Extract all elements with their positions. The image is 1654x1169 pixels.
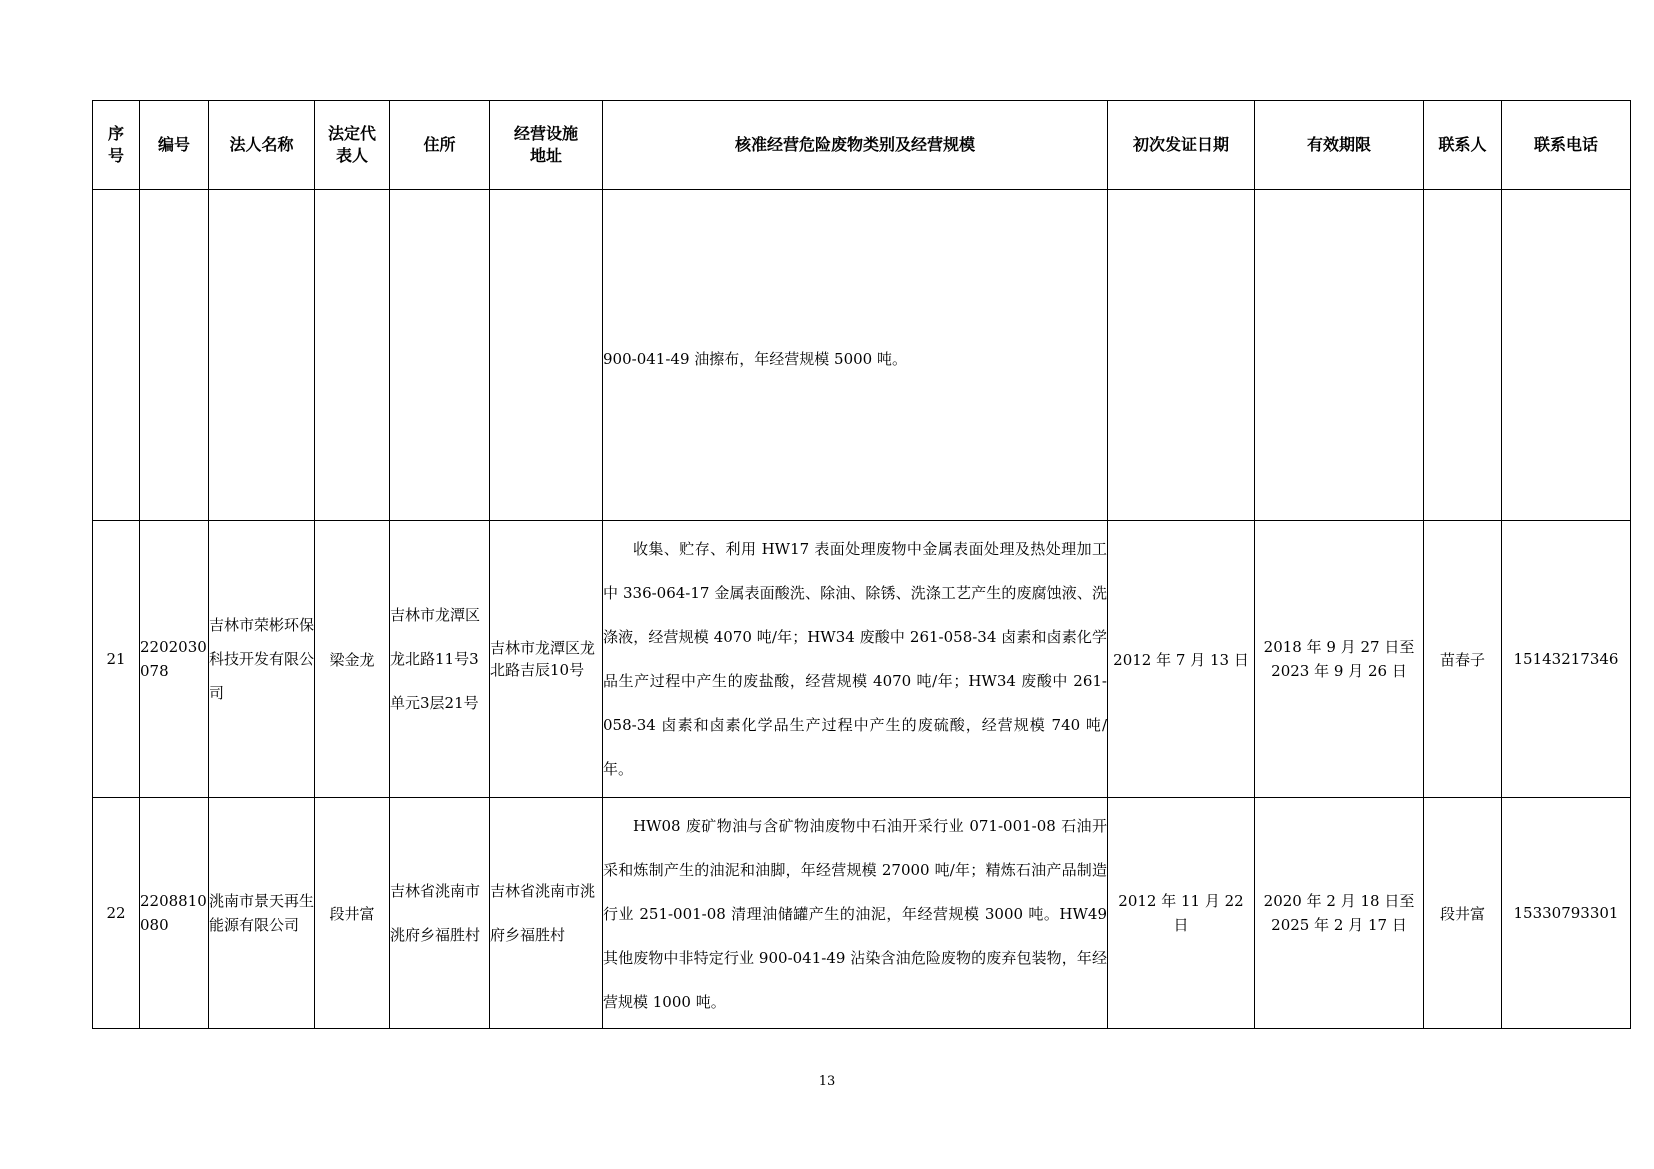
cell-empty bbox=[1255, 190, 1424, 521]
header-rep: 法定代 表人 bbox=[315, 101, 390, 190]
cell-first-date: 2012 年 7 月 13 日 bbox=[1108, 521, 1255, 798]
cell-name: 吉林市荣彬环保科技开发有限公司 bbox=[209, 521, 315, 798]
cell-scope: HW08 废矿物油与含矿物油废物中石油开采行业 071-001-08 石油开采和炼制产生的油泥和油脚，年经营规模 27000 吨/年；精炼石油产品制造行业 251-001-08 清理油储罐产生的油泥，年经营规模 3000 吨。HW49 其他废物中非特定行业 900-041-49 沾染含油危险废物的废弃包装物，年经营规模 1000 吨。 bbox=[603, 798, 1108, 1029]
cell-code: 2208810080 bbox=[140, 798, 209, 1029]
header-facility: 经营设施 地址 bbox=[490, 101, 603, 190]
cell-address: 吉林市龙潭区龙北路11号3单元3层21号 bbox=[390, 521, 490, 798]
page-number: 13 bbox=[818, 1074, 836, 1089]
cell-rep: 段井富 bbox=[315, 798, 390, 1029]
header-name: 法人名称 bbox=[209, 101, 315, 190]
cell-empty bbox=[1424, 190, 1502, 521]
cell-code: 2202030078 bbox=[140, 521, 209, 798]
cell-contact: 段井富 bbox=[1424, 798, 1502, 1029]
cell-rep: 梁金龙 bbox=[315, 521, 390, 798]
header-row bbox=[93, 101, 1631, 190]
cell-empty bbox=[490, 190, 603, 521]
header-phone: 联系电话 bbox=[1502, 101, 1631, 190]
header-seq: 序 号 bbox=[93, 101, 140, 190]
cell-scope: 900-041-49 油擦布，年经营规模 5000 吨。 bbox=[603, 190, 1108, 521]
table-row-continued bbox=[93, 190, 1631, 521]
cell-facility: 吉林市龙潭区龙北路吉辰10号 bbox=[490, 521, 603, 798]
cell-phone: 15330793301 bbox=[1502, 798, 1631, 1029]
header-code: 编号 bbox=[140, 101, 209, 190]
cell-empty bbox=[1502, 190, 1631, 521]
cell-validity: 2020 年 2 月 18 日至 2025 年 2 月 17 日 bbox=[1255, 798, 1424, 1029]
cell-facility: 吉林省洮南市洮府乡福胜村 bbox=[490, 798, 603, 1029]
header-first-date: 初次发证日期 bbox=[1108, 101, 1255, 190]
cell-address: 吉林省洮南市洮府乡福胜村 bbox=[390, 798, 490, 1029]
cell-empty bbox=[93, 190, 140, 521]
cell-empty bbox=[209, 190, 315, 521]
cell-empty bbox=[140, 190, 209, 521]
table-row bbox=[93, 521, 1631, 798]
table-row bbox=[93, 798, 1631, 1029]
cell-phone: 15143217346 bbox=[1502, 521, 1631, 798]
cell-validity: 2018 年 9 月 27 日至 2023 年 9 月 26 日 bbox=[1255, 521, 1424, 798]
cell-first-date: 2012 年 11 月 22 日 bbox=[1108, 798, 1255, 1029]
cell-contact: 苗春子 bbox=[1424, 521, 1502, 798]
cell-empty bbox=[315, 190, 390, 521]
cell-seq: 22 bbox=[93, 798, 140, 1029]
cell-name: 洮南市景天再生能源有限公司 bbox=[209, 798, 315, 1029]
header-contact: 联系人 bbox=[1424, 101, 1502, 190]
cell-empty bbox=[1108, 190, 1255, 521]
permit-table bbox=[92, 100, 1631, 1029]
header-validity: 有效期限 bbox=[1255, 101, 1424, 190]
cell-scope: 收集、贮存、利用 HW17 表面处理废物中金属表面处理及热处理加工中 336-064-17 金属表面酸洗、除油、除锈、洗涤工艺产生的废腐蚀液、洗涤液，经营规模 4070 吨/年；HW34 废酸中 261-058-34 卤素和卤素化学品生产过程中产生的废盐酸，经营规模 4070 吨/年；HW34 废酸中 261-058-34 卤素和卤素化学品生产过程中产生的废硫酸，经营规模 740 吨/年。 bbox=[603, 521, 1108, 798]
header-scope: 核准经营危险废物类别及经营规模 bbox=[603, 101, 1108, 190]
header-address: 住所 bbox=[390, 101, 490, 190]
cell-empty bbox=[390, 190, 490, 521]
cell-seq: 21 bbox=[93, 521, 140, 798]
